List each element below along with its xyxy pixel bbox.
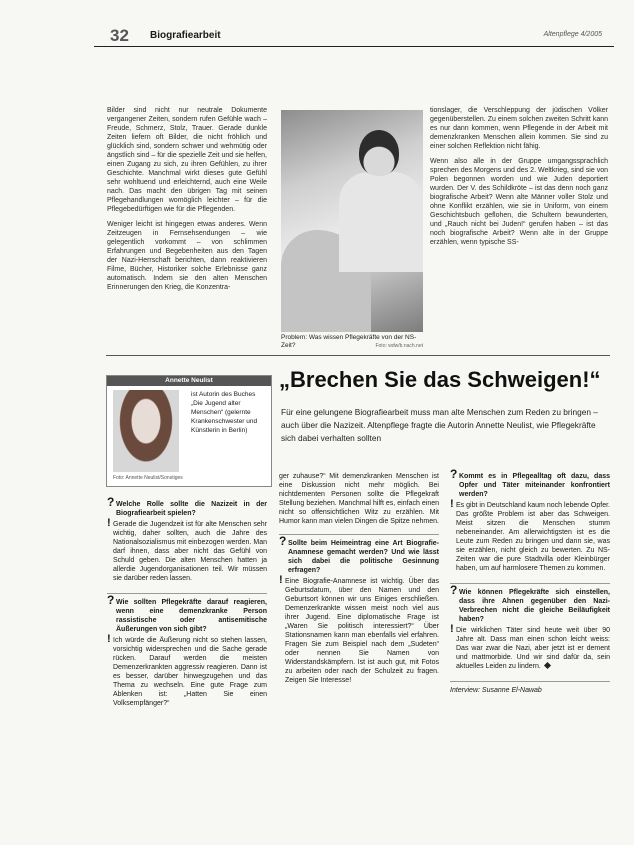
qa-divider bbox=[450, 583, 610, 584]
qa-divider bbox=[107, 593, 267, 594]
qa-divider bbox=[279, 534, 439, 535]
article-photo bbox=[281, 110, 423, 332]
answer-continued: ger zuhause?“ Mit demenzkranken Menschen ist eine Diskussion nicht mehr möglich. Bei nichtdementen Personen sollte die Pflegekraft Stellung beziehen. Manchmal hilft es, einfach einen nicht so offensichtlichen Witz zu erzählen. Mit Humor kann man vielen Dingen die Spitze nehmen. bbox=[279, 473, 439, 525]
answer-text: Die wirklichen Täter sind heute weit über 90 Jahre alt. Dass man einen schon leicht weiss: Das war zwar die Nazi, aber jetzt ist er dement und mattmorbide. Und wir sind dafür da, sein aktuelles Leiden zu lindern. bbox=[456, 627, 610, 670]
top-column-3 bbox=[430, 106, 608, 253]
qa-column-3 bbox=[450, 472, 610, 695]
paragraph: Weniger leicht ist hingegen etwas anderes. Wenn Zeitzeugen in Fernsehsendungen – wie gelegentlich vorkommt – von schlimmen Erfahrungen und Begebenheiten aus den Tagen der Nazi-Herrschaft berichten, dann reaktivieren Filme, Bücher, Historiker solche Erlebnisse ganz automatisch. Indem sie den alten Menschen Erinnerungen den Krieg, die Konzentra- bbox=[107, 221, 267, 291]
qa-item bbox=[279, 539, 439, 685]
magazine-issue: Altenpflege 4/2005 bbox=[543, 31, 602, 38]
end-of-article-icon bbox=[544, 662, 551, 669]
top-column-1 bbox=[107, 106, 267, 298]
paragraph: Bilder sind nicht nur neutrale Dokumente vergangener Zeiten, sondern rufen Gefühle wach – Freude, Schmerz, Stolz, Trauer. Gerade dunkle Zeiten liefern oft Bilder, die nicht fröhlich und glücklich sind, sondern schwer und wehmütig oder ängstlich sind – für die spezielle Zeit und sie helfen, einen Zugang zu sich, zu ihren Gefühlen, zu ihrer Geschichte. Manchmal wirkt dieses gute Gefühl sehr wohltuend und erleichternd, auch eine Weile nach. Das macht den übrigen Tag mit seinen Pflegehandlungen womöglich leichter – für die Pflegebedürftigen wie für die Pflegenden. bbox=[107, 107, 267, 213]
interview-credit: Interview: Susanne El-Nawab bbox=[450, 687, 542, 694]
caption-text: Problem: Was wissen Pflegekräfte von der NS-Zeit? bbox=[281, 334, 417, 349]
qa-item bbox=[107, 598, 267, 708]
header-rule bbox=[94, 46, 614, 47]
answer: ! Eine Biografie-Anamnese ist wichtig. Über das Geburtsdatum, über den Namen und den Geburtsort können wir uns Einiges erschließen. Demenzerkrankte wissen meist noch viel aus ihrer Jugend. Eine diplomatische Frage ist „Waren Sie politisch interessiert?“ Über Stationsnamen kann man ebenfalls viel erfahren. Fragen Sie zum Beispiel nach dem „Sudeten“ oder nennen Sie Namen von Widerstandskämpfern. Ist ist auch gut, mit Fotos zu arbeiten oder nach der Schulzeit zu fragen. Zeigen Sie Interesse! bbox=[279, 577, 439, 685]
question: ? Welche Rolle sollte die Nazizeit in der Biografiearbeit spielen? bbox=[107, 500, 267, 518]
answer: ! Gerade die Jugendzeit ist für alte Menschen sehr wichtig, daher sollten, auch die Jahre des Nationalsozialismus mit einbezogen werden. Man darf ihnen, dass aber nicht das Gefühl von Schuld geben. Die alten Menschen hatten ja allerdie Jugendorganisationen teil. Wir müssen sie darüber reden lassen. bbox=[107, 520, 267, 583]
section-divider bbox=[106, 355, 610, 356]
question: ? Wie sollten Pflegekräfte darauf reagieren, wenn eine demenzkranke Person rassistische oder antisemitische Äußerungen von sich gibt? bbox=[107, 598, 267, 634]
photo-credit: Foto: wdw/b.nach.net bbox=[375, 343, 423, 349]
photo-person-carer-body bbox=[339, 172, 423, 272]
author-portrait bbox=[113, 390, 179, 472]
answer: ! Ich würde die Äußerung nicht so stehen lassen, vorsichtig widersprechen und die Sache gerade rücken. Darauf werden die meisten Demenzerkrankten aggressiv reagieren. Dann ist es besser, darüber hinwegzugehen und das Thema zu wechseln. Eine gute Frage zum Ablenken ist: „Hatten Sie einen Volksempfänger?“ bbox=[107, 636, 267, 708]
paragraph: Wenn also alle in der Gruppe umgangssprachlich sprechen des Morgens und des 2. Weltkrieg, sind sie von Polen begonnen worden und wie Juden deportiert wurden. Der V. des Schildkröte – ist das denn noch ganz biografische Arbeit? Wenn alte Männer voller Stolz und ohne Konflikt erzählen, wie sie in Uniform, von einem Geschichtsbuch geflohen, die Schultern bewunderten, und „Rauch nicht bei Juden!“ gerufen haben – ist das noch biografische Arbeit? Wenn alte in der Gruppe erzählen, wenn typische SS- bbox=[430, 158, 608, 246]
question: ? Kommt es in Pflegealltag oft dazu, dass Opfer und Täter miteinander konfrontiert werden? bbox=[450, 472, 610, 499]
photo-person-carer-head bbox=[359, 130, 399, 176]
qa-column-2 bbox=[279, 472, 439, 695]
question: ? Wie können Pflegekräfte sich einstellen, dass ihre Ahnen gegenüber den Nazi-Verbrechen nicht die gleiche Beiläufigkeit haben? bbox=[450, 588, 610, 624]
section-title: Biografiearbeit bbox=[150, 30, 221, 41]
page-header bbox=[94, 26, 614, 44]
qa-column-1 bbox=[107, 500, 267, 718]
qa-item bbox=[450, 588, 610, 671]
infobox-text: ist Autorin des Buches „Die Jugend alter Menschen“ (gelernte Krankenschwester und Künstlerin in Berlin) bbox=[191, 391, 258, 434]
author-infobox bbox=[106, 375, 272, 487]
answer bbox=[450, 626, 610, 671]
page-number: 32 bbox=[110, 26, 129, 45]
question: ? Sollte beim Heimeintrag eine Art Biografie-Anamnese gemacht werden? Und wie lässt sich dabei die politische Gesinnung erfragen? bbox=[279, 539, 439, 575]
qa-item bbox=[450, 472, 610, 573]
article-headline: „Brechen Sie das Schweigen!“ bbox=[279, 367, 601, 392]
qa-item bbox=[107, 500, 267, 583]
paragraph: tionslager, die Verschleppung der jüdischen Völker gegenüberstellen. Zu einem solchen zweiten Schritt kann es nur dann kommen, wenn Pflegende in der Arbeit mit demenzkranken Menschen allein kommen. Sie sind zu einer solchen Reflektion nicht fähig. bbox=[430, 107, 608, 150]
photo-caption bbox=[281, 334, 423, 350]
answer: ! Es gibt in Deutschland kaum noch lebende Opfer. Das größte Problem ist aber das Schweigen. Meist sitzen die Menschen stumm nebeneinander. Am allerwichtigsten ist es die Leute zum Reden zu bringen und dann sie, was sie erzählen, nicht gleich zu bewerten. Zu NS-Zeiten war die pure Stadtvilla oder Kleinbürger haben, um auf harmlosere Themen zu kommen. bbox=[450, 501, 610, 573]
article-lead: Für eine gelungene Biografiearbeit muss man alte Menschen zum Reden zu bringen – auch über die Nazizeit. Altenpflege fragte die Autorin Annette Neulist, wie Pflegekräfte sich dabei verhalten sollten bbox=[281, 407, 598, 443]
credit-rule bbox=[450, 681, 610, 682]
infobox-title: Annette Neulist bbox=[107, 376, 271, 386]
infobox-credit: Foto: Annette Neulist/Sonstiges bbox=[113, 475, 183, 481]
